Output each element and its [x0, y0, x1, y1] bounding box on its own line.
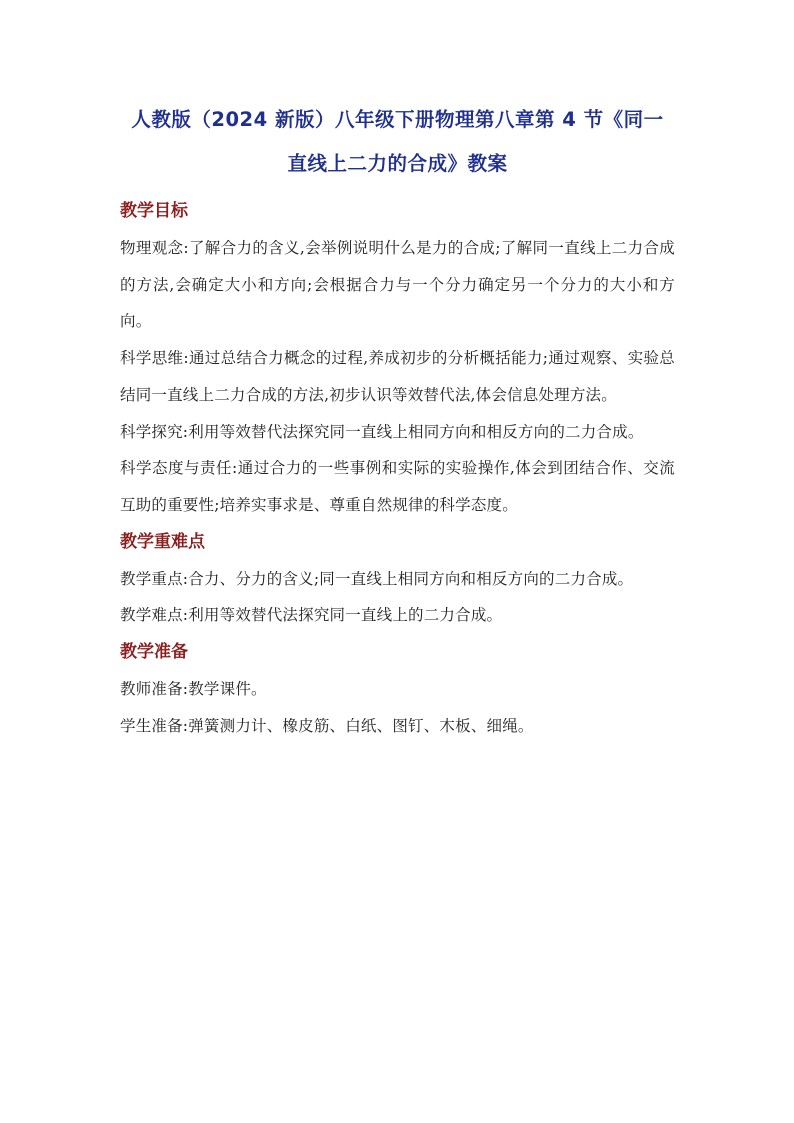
paragraph-scientific-inquiry: 科学探究:利用等效替代法探究同一直线上相同方向和相反方向的二力合成。	[120, 422, 644, 441]
paragraph-scientific-attitude: 科学态度与责任:通过合力的一些事例和实际的实验操作,体会到团结合作、交流互助的重要性;培养实事求是、尊重自然规律的科学态度。	[120, 459, 675, 514]
paragraph-difficult-points: 教学难点:利用等效替代法探究同一直线上的二力合成。	[120, 606, 503, 625]
section-teaching-preparation	[120, 640, 675, 744]
section-heading: 教学准备	[120, 642, 188, 663]
paragraph-student-preparation: 学生准备:弹簧测力计、橡皮筋、白纸、图钉、木板、细绳。	[120, 716, 534, 735]
document-page	[120, 98, 675, 744]
section-heading: 教学目标	[120, 201, 188, 221]
paragraph-teacher-preparation: 教师准备:教学课件。	[120, 680, 267, 699]
section-heading: 教学重难点	[120, 531, 205, 552]
paragraph-scientific-thinking: 科学思维:通过总结合力概念的过程,养成初步的分析概括能力;通过观察、实验总结同一直线上二力合成的方法,初步认识等效替代法,体会信息处理方法。	[120, 349, 675, 404]
title-line-2: 直线上二力的合成》教案	[287, 152, 508, 175]
paragraph-key-points: 教学重点:合力、分力的含义;同一直线上相同方向和相反方向的二力合成。	[120, 569, 634, 588]
section-teaching-objectives	[120, 199, 675, 524]
paragraph-physics-concept: 物理观念:了解合力的含义,会举例说明什么是力的合成;了解同一直线上二力合成的方法,会确定大小和方向;会根据合力与一个分力确定另一个分力的大小和方向。	[120, 239, 675, 331]
title-line-1: 人教版（2024 新版）八年级下册物理第八章第 4 节《同一	[131, 108, 664, 131]
document-title	[120, 98, 675, 186]
section-key-difficult-points	[120, 530, 675, 634]
